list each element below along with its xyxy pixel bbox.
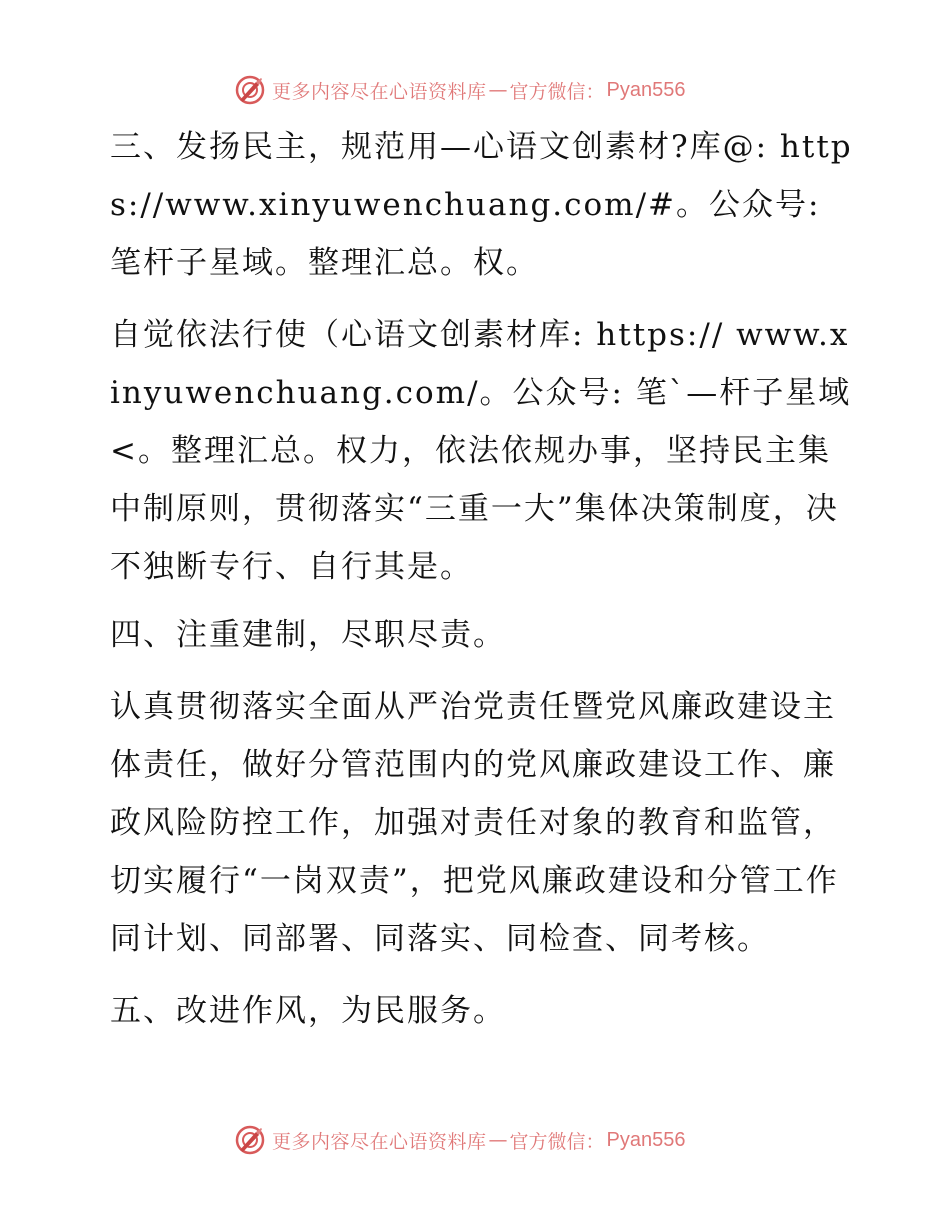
paragraph-section-four-body: 认真贯彻落实全面从严治党责任暨党风廉政建设主体责任，做好分管范围内的党风廉政建设工作、廉政风险防控工作，加强对责任对象的教育和监管，切实履行“一岗双责”，把党风廉政建设和分管工作同计划、同部署、同落实、同检查、同考核。 <box>110 689 839 957</box>
paragraph-section-three-body: 自觉依法行使（心语文创素材库: https:// www.xinyuwenchuang.com/。公众号: 笔`—杆子星域<。整理汇总。权力，依法依规办事，坚持民主集中制原则，贯彻落实“三重一大”集体决策制度，决不独断专行、自行其是。 <box>110 317 852 585</box>
footer-wechat-label: 官方微信： <box>509 1130 605 1153</box>
pen-logo-icon <box>234 1124 266 1156</box>
document-body <box>98 118 858 1040</box>
header-wechat-id: Pyan556 <box>606 78 686 101</box>
pen-logo-icon <box>234 74 266 106</box>
footer-banner <box>234 1122 686 1158</box>
footer-wechat-id: Pyan556 <box>606 1128 686 1151</box>
footer-banner-separator: — <box>488 1129 508 1151</box>
header-wechat-label: 官方微信： <box>509 80 605 103</box>
header-banner <box>234 72 686 108</box>
footer-banner-text: 更多内容尽在心语资料库 <box>272 1130 487 1153</box>
paragraph-section-four-title: 四、注重建制，尽职尽责。 <box>110 617 506 653</box>
paragraph-section-three-title: 三、发扬民主，规范用—心语文创素材?库@: https://www.xinyuwenchuang.com/#。公众号: 笔杆子星域。整理汇总。权。 <box>110 129 853 281</box>
header-banner-text: 更多内容尽在心语资料库 <box>272 80 487 103</box>
paragraph-section-five-title: 五、改进作风，为民服务。 <box>110 993 506 1029</box>
header-banner-separator: — <box>488 79 508 101</box>
